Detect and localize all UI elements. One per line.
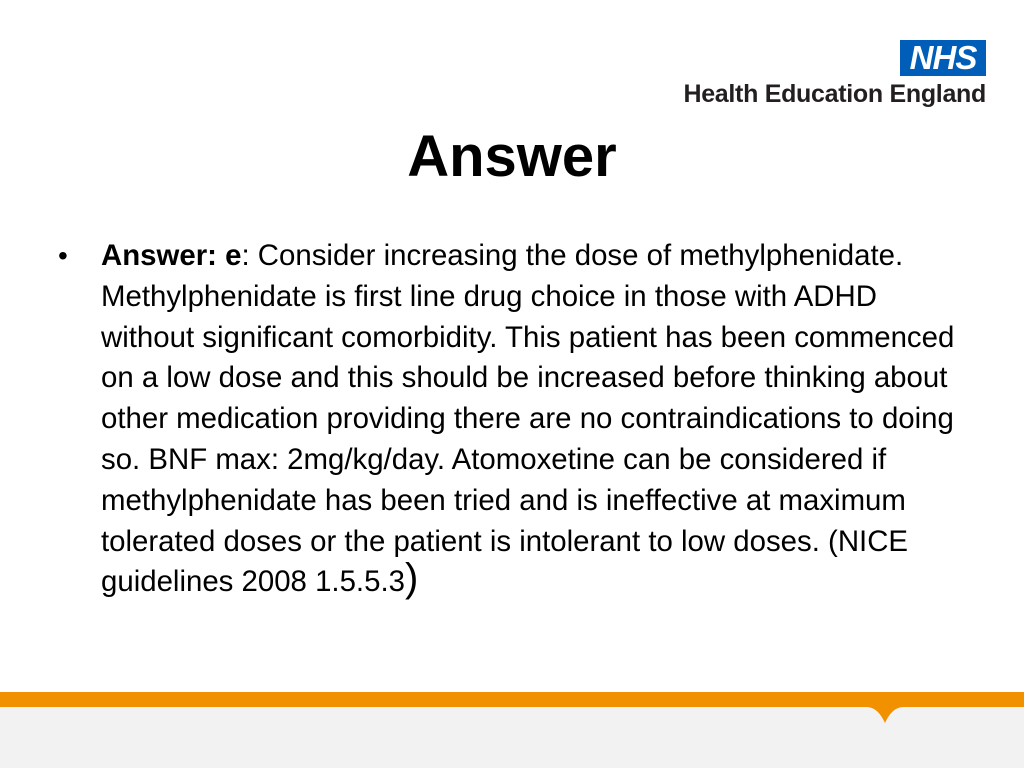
answer-label: Answer: e xyxy=(101,239,242,272)
slide-body xyxy=(58,236,978,603)
bullet-icon: • xyxy=(58,240,68,271)
closing-parenthesis: ) xyxy=(404,556,419,601)
footer-notch-icon xyxy=(866,706,904,724)
nhs-logo-box: NHS xyxy=(900,40,986,76)
slide-title: Answer xyxy=(407,124,617,189)
footer-accent-bar xyxy=(0,692,1024,707)
organisation-name: Health Education England xyxy=(683,80,986,108)
answer-explanation: : Consider increasing the dose of methylphenidate. Methylphenidate is first line drug choice in those with ADHD without significant comorbidity. This patient has been commenced on a low dose and this should be increased before thinking about other medication providing there are no contraindications to doing so. BNF max: 2mg/kg/day. Atomoxetine can be considered if methylphenidate has been tried and is ineffective at maximum tolerated doses or the patient is intolerant to low doses. (NICE guidelines 2008 1.5.5.3 xyxy=(101,239,955,599)
bullet-item xyxy=(58,236,978,603)
bullet-text xyxy=(101,236,978,603)
hee-logo xyxy=(626,38,986,110)
